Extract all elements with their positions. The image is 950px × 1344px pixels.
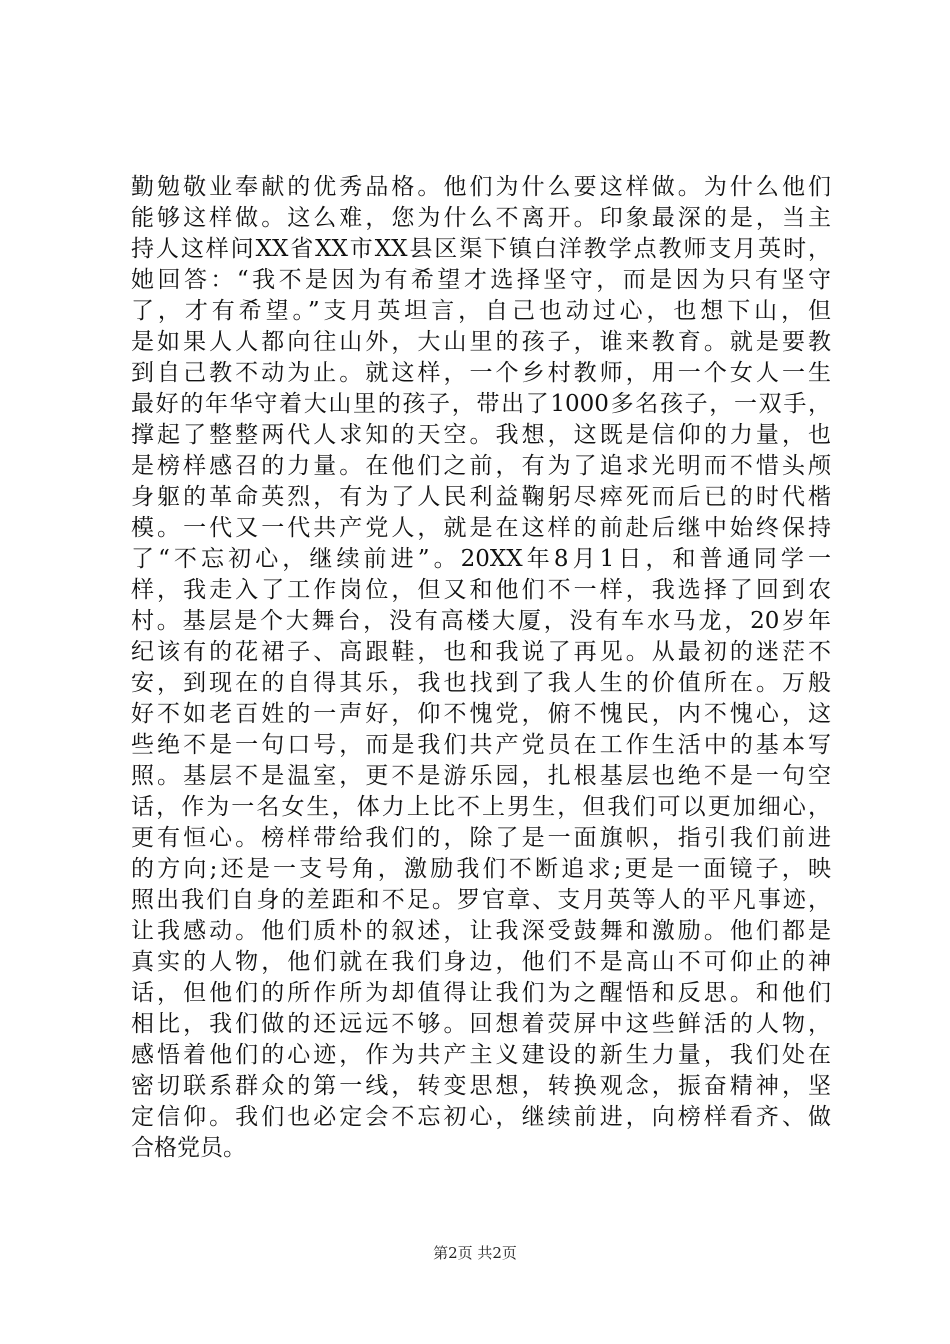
text-line: 更有恒心。榜样带给我们的，除了是一面旗帜，指引我们前进 (131, 825, 831, 851)
body-text (131, 172, 831, 1164)
text-line: 了“不忘初心，继续前进”。20XX年8月1日，和普通同学一 (131, 546, 831, 572)
text-line: 了，才有希望。”支月英坦言，自己也动过心，也想下山，但 (131, 298, 831, 324)
text-line: 些绝不是一句口号，而是我们共产党员在工作生活中的基本写 (131, 732, 831, 758)
text-line: 真实的人物，他们就在我们身边，他们不是高山不可仰止的神 (131, 949, 831, 975)
text-line: 合格党员。 (131, 1135, 246, 1161)
text-line: 身躯的革命英烈，有为了人民利益鞠躬尽瘁死而后已的时代楷 (131, 484, 831, 510)
text-line: 撑起了整整两代人求知的天空。我想，这既是信仰的力量，也 (131, 422, 831, 448)
text-line: 话，作为一名女生，体力上比不上男生，但我们可以更加细心， (131, 794, 831, 820)
text-line: 照出我们自身的差距和不足。罗官章、支月英等人的平凡事迹， (131, 887, 831, 913)
text-line: 村。基层是个大舞台，没有高楼大厦，没有车水马龙，20岁年 (131, 608, 831, 634)
text-line: 相比，我们做的还远远不够。回想着荧屏中这些鲜活的人物， (131, 1011, 831, 1037)
text-line: 定信仰。我们也必定会不忘初心，继续前进，向榜样看齐、做 (131, 1104, 831, 1130)
text-line: 持人这样问XX省XX市XX县区渠下镇白洋教学点教师支月英时， (131, 236, 831, 262)
text-line: 密切联系群众的第一线，转变思想，转换观念，振奋精神，坚 (131, 1073, 831, 1099)
text-line: 感悟着他们的心迹，作为共产主义建设的新生力量，我们处在 (131, 1042, 831, 1068)
text-line: 让我感动。他们质朴的叙述，让我深受鼓舞和激励。他们都是 (131, 918, 831, 944)
text-line: 纪该有的花裙子、高跟鞋，也和我说了再见。从最初的迷茫不 (131, 639, 831, 665)
text-line: 她回答：“我不是因为有希望才选择坚守，而是因为只有坚守 (131, 267, 831, 293)
text-line: 安，到现在的自得其乐，我也找到了我人生的价值所在。万般 (131, 670, 831, 696)
text-line: 好不如老百姓的一声好，仰不愧党，俯不愧民，内不愧心，这 (131, 701, 831, 727)
text-line: 勤勉敬业奉献的优秀品格。他们为什么要这样做。为什么他们 (131, 174, 831, 200)
text-line: 是榜样感召的力量。在他们之前，有为了追求光明而不惜头颅 (131, 453, 831, 479)
text-line: 照。基层不是温室，更不是游乐园，扎根基层也绝不是一句空 (131, 763, 831, 789)
text-line: 到自己教不动为止。就这样，一个乡村教师，用一个女人一生 (131, 360, 831, 386)
text-line: 模。一代又一代共产党人，就是在这样的前赴后继中始终保持 (131, 515, 831, 541)
text-line: 话，但他们的所作所为却值得让我们为之醒悟和反思。和他们 (131, 980, 831, 1006)
page-number-footer: 第2页 共2页 (433, 1244, 517, 1262)
text-line: 的方向;还是一支号角，激励我们不断追求;更是一面镜子，映 (131, 856, 831, 882)
text-line: 能够这样做。这么难，您为什么不离开。印象最深的是，当主 (131, 205, 831, 231)
text-line: 样，我走入了工作岗位，但又和他们不一样，我选择了回到农 (131, 577, 831, 603)
text-line: 最好的年华守着大山里的孩子，带出了1000多名孩子，一双手， (131, 391, 831, 417)
text-line: 是如果人人都向往山外，大山里的孩子，谁来教育。就是要教 (131, 329, 831, 355)
